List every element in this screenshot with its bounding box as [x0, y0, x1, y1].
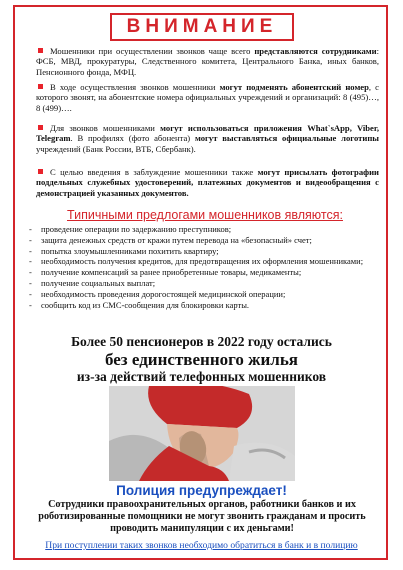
list-item: - защита денежных средств от кражи путем перевода на «безопасный» счет; — [27, 235, 377, 246]
list-item: - получение компенсаций за ранее приобретенные товары, медикаменты; — [27, 267, 377, 278]
list-item: - необходимость проведения дорогостоящей медицинской операции; — [27, 289, 377, 300]
footer-advice: При поступлении таких звонков необходимо обратиться в банк и в полицию — [45, 540, 358, 551]
paragraph-messengers: Для звонков мошенниками могут использоваться приложения What`sApp, Viber, Telegram. В профилях (фото абонента) могут выставляться официальные логотипы учреждений (Банк России, ВТБ, Сбербанк). — [36, 123, 379, 154]
paragraph-impersonation: Мошенники при осуществлении звонков чаще всего представляются сотрудниками: ФСБ, МВД, прокуратуры, Следственного комитета, Центрального Банка, иных банков, Пенсионного фонда, МФЦ. — [36, 46, 380, 77]
red-square-bullet-icon — [38, 169, 43, 174]
paragraph-fake-documents: С целью введения в заблуждение мошенники также могут присылать фотографии поддельных служебных удостоверений, платежных документов и видеообращения с демонстрацией указанных документов. — [36, 167, 379, 198]
headline-line-3: из-за действий телефонных мошенников — [76, 369, 327, 384]
paragraph-number-spoofing: В ходе осуществления звонков мошенники могут подменять абонентский номер, с которого звонят, на абонентские номера официальных учреждений и организаций: 8 (495)…, 8 (499)…. — [36, 82, 379, 113]
headline-line-2: без единственного жилья — [104, 350, 299, 369]
list-item: - проведение операции по задержанию преступников; — [27, 224, 377, 235]
pretexts-heading: Типичными предлогами мошенников являются: — [67, 208, 343, 222]
list-item: - получение социальных выплат; — [27, 278, 377, 289]
elderly-woman-on-phone-photo — [109, 386, 295, 481]
police-warning-text: Сотрудники правоохранительных органов, работники банков и их роботизированные помощники не могут звонить гражданам и просить проводить манипуляции с их деньгами! — [38, 499, 366, 534]
red-square-bullet-icon — [38, 48, 43, 53]
headline-line-1: Более 50 пенсионеров в 2022 году остались — [71, 334, 332, 349]
red-square-bullet-icon — [38, 125, 43, 130]
list-item: - необходимость получения кредитов, для предотвращения их оформления мошенниками; — [27, 256, 377, 267]
list-item: - попытка злоумышленниками похитить квартиру; — [27, 246, 377, 257]
page-title: ВНИМАНИЕ — [110, 13, 294, 41]
photo-illustration — [109, 386, 295, 481]
police-warning-title: Полиция предупреждает! — [116, 483, 287, 498]
pretexts-list — [27, 224, 377, 310]
list-item: - сообщить код из СМС-сообщения для блокировки карты. — [27, 300, 377, 311]
red-square-bullet-icon — [38, 84, 43, 89]
